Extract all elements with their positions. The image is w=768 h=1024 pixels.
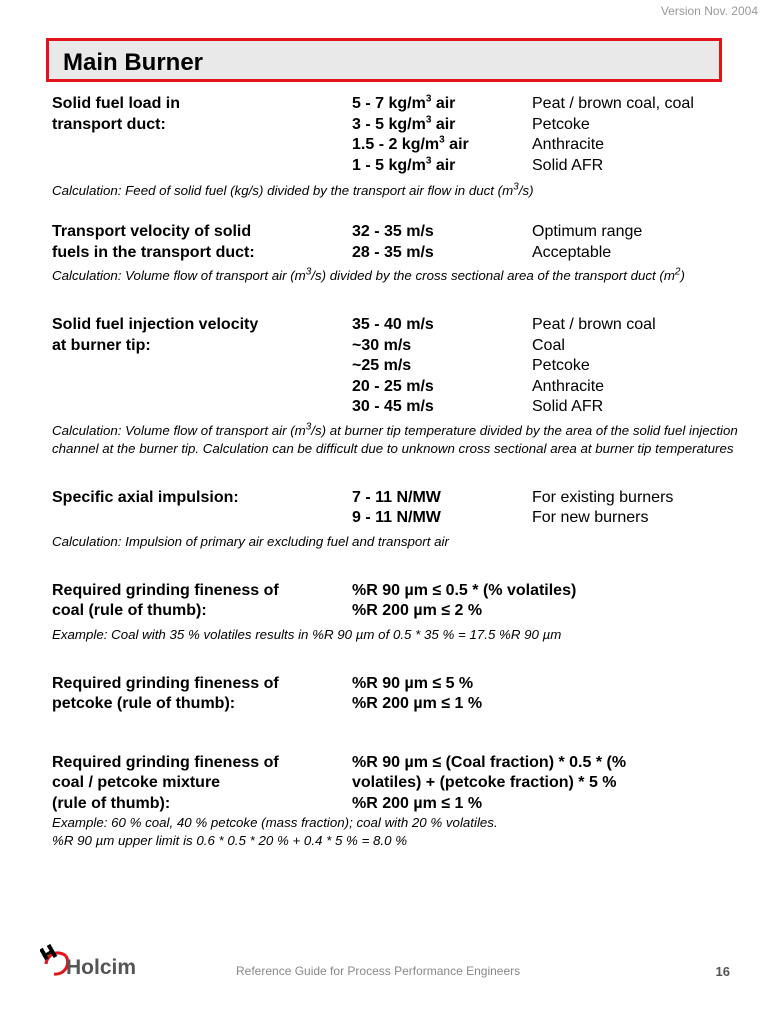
note: Petcoke bbox=[532, 115, 590, 133]
spacer bbox=[52, 285, 752, 315]
label: coal / petcoke mixture bbox=[52, 774, 221, 791]
row bbox=[52, 94, 752, 115]
row bbox=[52, 336, 752, 357]
row bbox=[52, 243, 752, 264]
value: ~30 m/s bbox=[352, 336, 412, 354]
note: Acceptable bbox=[532, 243, 612, 261]
label: Required grinding fineness of bbox=[52, 581, 279, 599]
example-note: Example: 60 % coal, 40 % petcoke (mass fraction); coal with 20 % volatiles. bbox=[52, 815, 498, 830]
superscript: 3 bbox=[425, 93, 432, 105]
value-text: 5 - 7 kg/m bbox=[352, 95, 426, 112]
label: Required grinding fineness of bbox=[52, 753, 279, 771]
row bbox=[52, 315, 752, 336]
value-unit: air bbox=[444, 136, 469, 153]
footer bbox=[0, 950, 768, 990]
page-number: 16 bbox=[715, 964, 730, 979]
label bbox=[52, 377, 352, 398]
value: %R 90 µm ≤ 5 % bbox=[352, 674, 474, 692]
value-unit: air bbox=[431, 115, 456, 133]
section-axial-impulsion bbox=[52, 488, 752, 551]
row bbox=[52, 581, 752, 602]
section-fineness-mixture bbox=[52, 753, 752, 851]
label: Transport velocity of solid bbox=[52, 223, 252, 240]
superscript: 2 bbox=[674, 266, 681, 278]
calc-text: Calculation: Feed of solid fuel (kg/s) divided by the transport air flow in duct (m bbox=[52, 183, 514, 198]
superscript: 3 bbox=[305, 266, 312, 278]
calc-text: Calculation: Volume flow of transport air (m bbox=[52, 268, 306, 283]
row bbox=[52, 508, 752, 529]
note: Coal bbox=[532, 336, 565, 354]
superscript: 3 bbox=[425, 114, 432, 126]
row bbox=[52, 694, 752, 715]
value: 32 - 35 m/s bbox=[352, 223, 434, 240]
superscript: 3 bbox=[425, 155, 432, 167]
row bbox=[52, 222, 752, 243]
label: Required grinding fineness of bbox=[52, 674, 279, 692]
calc-text: /s) at burner tip temperature divided by the area of the solid fuel injection channel at the burner tip. Calculation can be difficult due to unknown cross sectional area at burner tip temperatures bbox=[52, 422, 738, 456]
calculation-note bbox=[52, 422, 752, 458]
note: For existing burners bbox=[532, 488, 674, 506]
spacer bbox=[52, 715, 752, 753]
calculation-note: Calculation: Impulsion of primary air excluding fuel and transport air bbox=[52, 533, 449, 549]
superscript: 3 bbox=[439, 134, 445, 146]
value bbox=[352, 135, 532, 156]
label bbox=[52, 508, 352, 529]
superscript: 3 bbox=[513, 181, 519, 193]
section-solid-fuel-load bbox=[52, 94, 752, 200]
superscript: 3 bbox=[305, 421, 312, 433]
value: 28 - 35 m/s bbox=[352, 243, 434, 261]
value bbox=[352, 115, 532, 136]
spacer bbox=[52, 200, 752, 222]
label: Specific axial impulsion: bbox=[52, 488, 239, 506]
section-injection-velocity bbox=[52, 315, 752, 458]
value: %R 200 µm ≤ 2 % bbox=[352, 602, 483, 619]
example-note: %R 90 µm upper limit is 0.6 * 0.5 * 20 % + 0.4 * 5 % = 8.0 % bbox=[52, 833, 408, 848]
value: ~25 m/s bbox=[352, 357, 412, 374]
row bbox=[52, 377, 752, 398]
note: Peat / brown coal bbox=[532, 316, 656, 333]
value-text: 1 - 5 kg/m bbox=[352, 156, 426, 174]
value: 35 - 40 m/s bbox=[352, 316, 434, 333]
value: %R 200 µm ≤ 1 % bbox=[352, 695, 483, 712]
calc-text: ) bbox=[680, 268, 685, 283]
version-label: Version Nov. 2004 bbox=[660, 4, 758, 18]
value: %R 90 µm ≤ 0.5 * (% volatiles) bbox=[352, 581, 577, 599]
row bbox=[52, 135, 752, 156]
section-fineness-coal bbox=[52, 581, 752, 644]
calc-text: /s) divided by the cross sectional area of the transport duct (m bbox=[311, 268, 675, 283]
calculation-note bbox=[52, 182, 752, 200]
value: 7 - 11 N/MW bbox=[352, 488, 441, 506]
footer-reference: Reference Guide for Process Performance Engineers bbox=[236, 964, 521, 978]
row bbox=[52, 674, 752, 695]
section-fineness-petcoke bbox=[52, 674, 752, 715]
note: Solid AFR bbox=[532, 398, 604, 415]
value: volatiles) + (petcoke fraction) * 5 % bbox=[352, 774, 617, 791]
example-note: Example: Coal with 35 % volatiles results in %R 90 µm of 0.5 * 35 % = 17.5 %R 90 µm bbox=[52, 626, 562, 642]
note: For new burners bbox=[532, 509, 649, 526]
value: 20 - 25 m/s bbox=[352, 377, 434, 395]
row bbox=[52, 156, 752, 177]
label: petcoke (rule of thumb): bbox=[52, 695, 236, 712]
row bbox=[52, 601, 752, 622]
page-title: Main Burner bbox=[63, 49, 204, 76]
row bbox=[52, 794, 752, 815]
value-unit: air bbox=[431, 156, 456, 174]
label: Solid fuel injection velocity bbox=[52, 316, 259, 333]
note: Solid AFR bbox=[532, 156, 604, 174]
value-unit: air bbox=[431, 95, 456, 112]
section-transport-velocity bbox=[52, 222, 752, 285]
value: 30 - 45 m/s bbox=[352, 398, 434, 415]
holcim-logo bbox=[40, 944, 150, 984]
note: Peat / brown coal, coal bbox=[532, 95, 694, 112]
calc-text: /s) bbox=[518, 183, 534, 198]
label bbox=[52, 397, 352, 418]
row bbox=[52, 397, 752, 418]
logo-text: Holcim bbox=[66, 956, 137, 979]
spacer bbox=[52, 458, 752, 488]
note: Anthracite bbox=[532, 136, 605, 153]
note: Anthracite bbox=[532, 377, 605, 395]
value bbox=[352, 94, 532, 115]
note: Petcoke bbox=[532, 357, 590, 374]
label bbox=[52, 156, 352, 177]
row bbox=[52, 773, 752, 794]
calculation-note bbox=[52, 267, 752, 285]
value-text: 3 - 5 kg/m bbox=[352, 115, 426, 133]
row bbox=[52, 115, 752, 136]
row bbox=[52, 753, 752, 774]
label: Solid fuel load in bbox=[52, 95, 180, 112]
calc-text: Calculation: Volume flow of transport air (m bbox=[52, 422, 306, 438]
value bbox=[352, 156, 532, 177]
value: %R 200 µm ≤ 1 % bbox=[352, 794, 483, 812]
label bbox=[52, 356, 352, 377]
label bbox=[52, 135, 352, 156]
spacer bbox=[52, 644, 752, 674]
row bbox=[52, 356, 752, 377]
label: coal (rule of thumb): bbox=[52, 602, 207, 619]
section-title-box bbox=[46, 38, 722, 82]
value: 9 - 11 N/MW bbox=[352, 509, 441, 526]
label: (rule of thumb): bbox=[52, 794, 171, 812]
label: transport duct: bbox=[52, 115, 166, 133]
label: fuels in the transport duct: bbox=[52, 243, 255, 261]
label: at burner tip: bbox=[52, 336, 151, 354]
value: %R 90 µm ≤ (Coal fraction) * 0.5 * (% bbox=[352, 753, 627, 771]
note: Optimum range bbox=[532, 223, 643, 240]
row bbox=[52, 488, 752, 509]
spacer bbox=[52, 551, 752, 581]
content bbox=[52, 94, 752, 850]
value-text: 1.5 - 2 kg/m bbox=[352, 136, 440, 153]
